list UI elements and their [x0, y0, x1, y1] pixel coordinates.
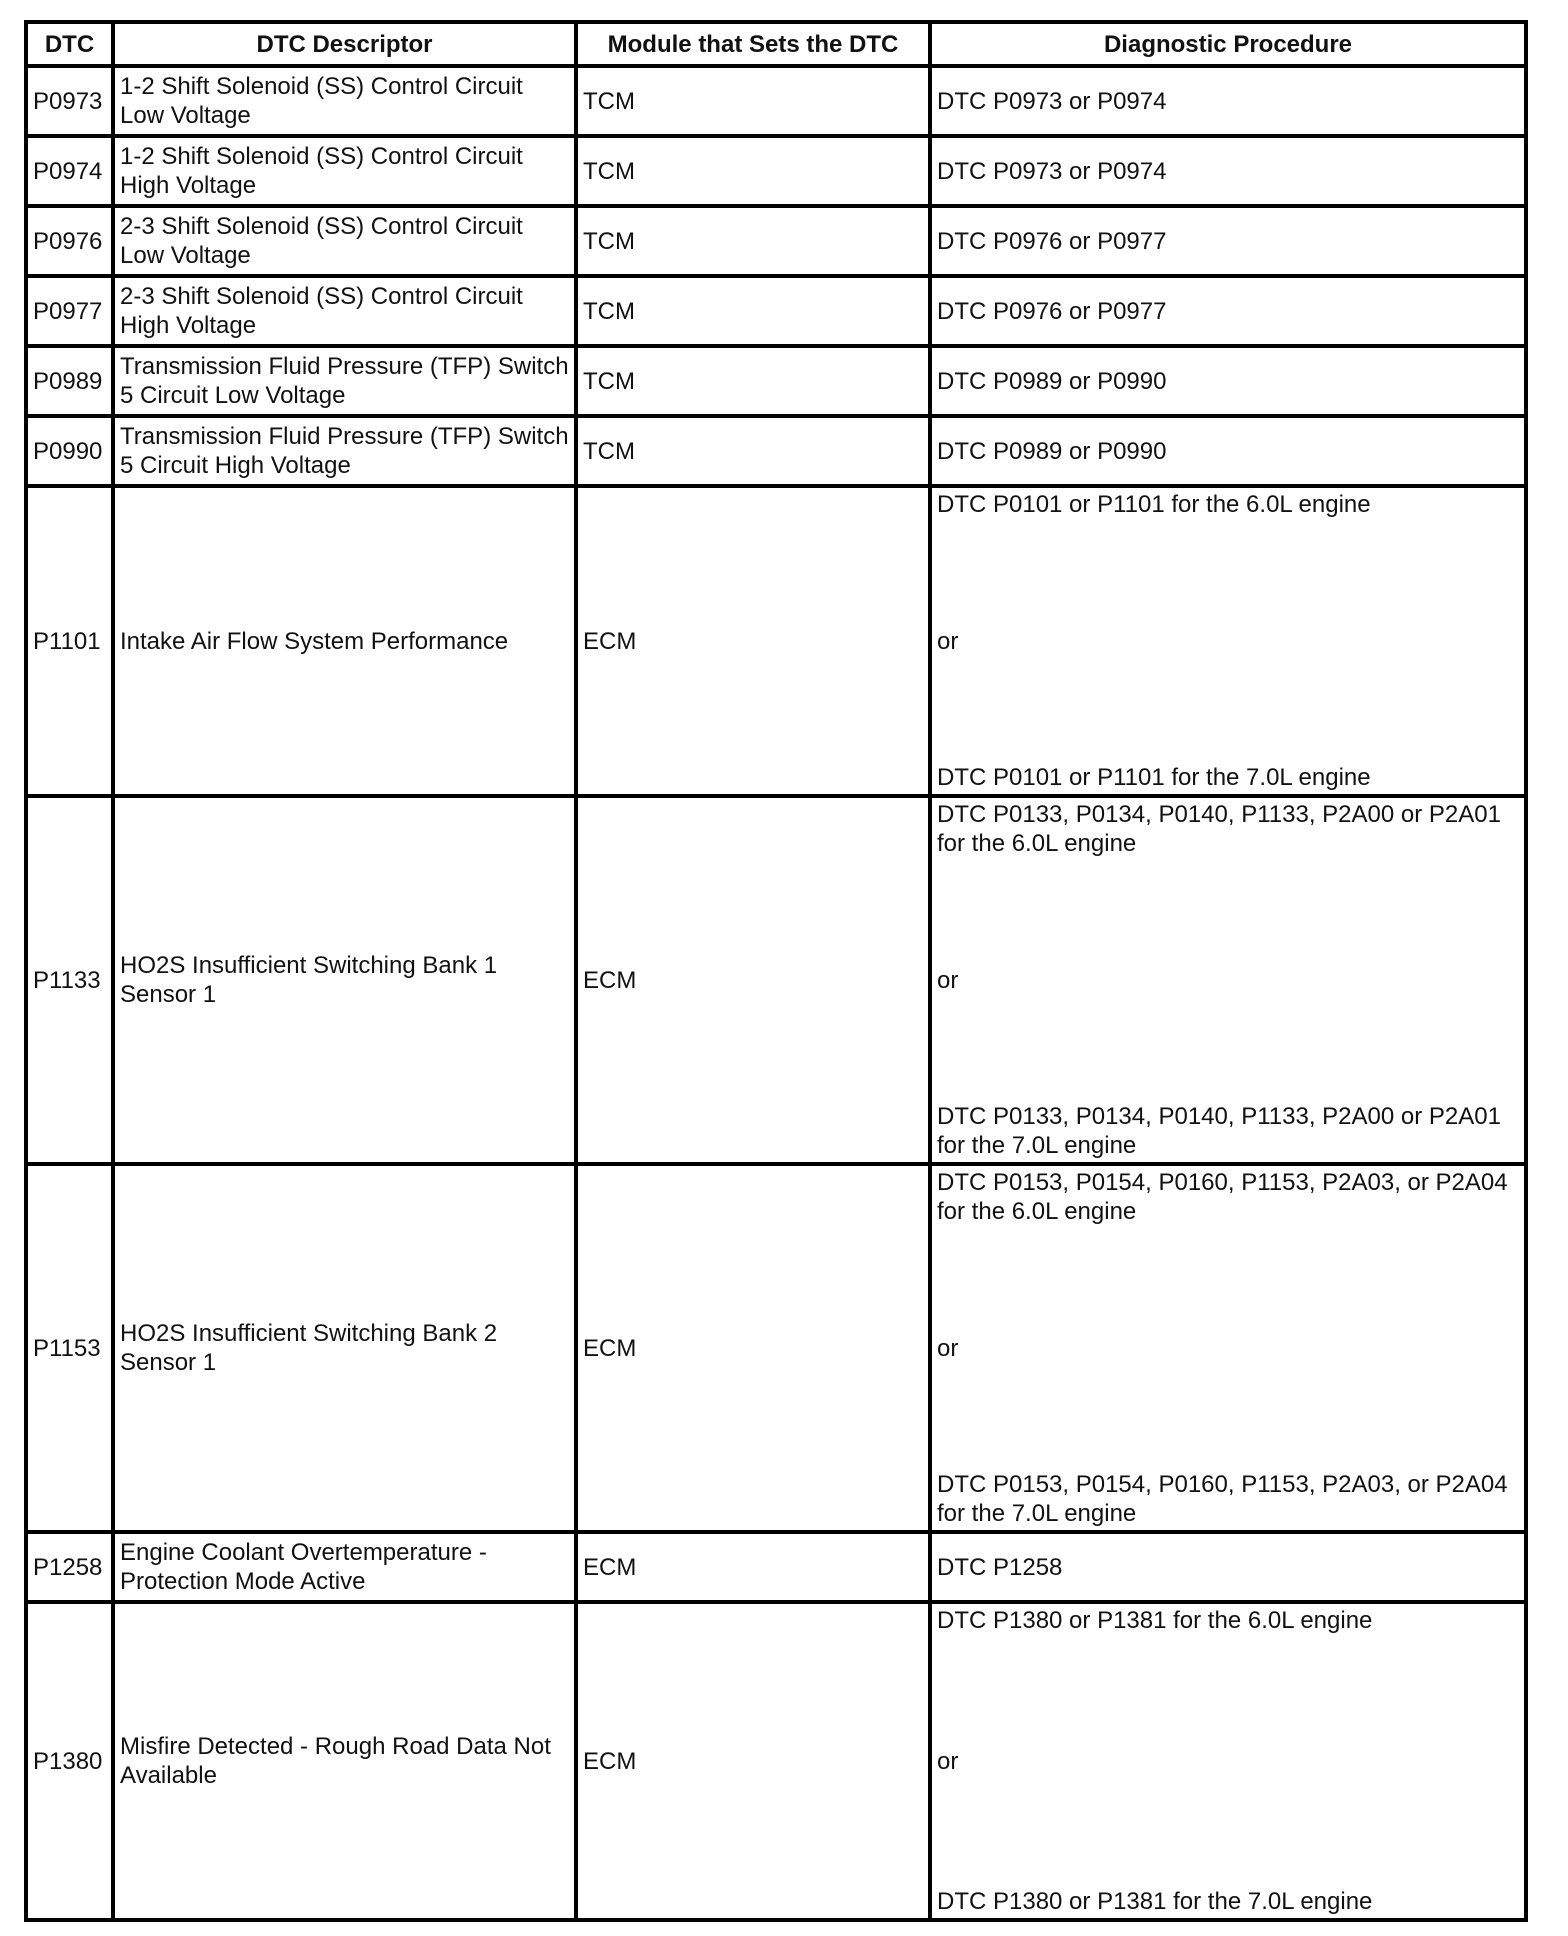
procedure-cell	[928, 414, 1528, 488]
dtc-code-cell: P0976	[24, 204, 115, 278]
procedure-cell	[928, 484, 1528, 798]
header-dtc: DTC	[24, 20, 115, 68]
procedure-cell	[928, 274, 1528, 348]
procedure-line: DTC P0101 or P1101 for the 7.0L engine	[937, 764, 1371, 791]
dtc-descriptor-cell: 1-2 Shift Solenoid (SS) Control Circuit Low Voltage	[111, 64, 578, 138]
dtc-code-cell: P1380	[24, 1600, 115, 1922]
module-cell: ECM	[574, 484, 932, 798]
dtc-code-cell: P1101	[24, 484, 115, 798]
dtc-descriptor-cell: Transmission Fluid Pressure (TFP) Switch 5 Circuit High Voltage	[111, 414, 578, 488]
procedure-line: DTC P0976 or P0977	[937, 227, 1167, 255]
module-cell: TCM	[574, 274, 932, 348]
dtc-code-cell: P0974	[24, 134, 115, 208]
dtc-code-cell: P0989	[24, 344, 115, 418]
module-cell: TCM	[574, 344, 932, 418]
dtc-code-cell: P0990	[24, 414, 115, 488]
procedure-line: DTC P0989 or P0990	[937, 367, 1167, 395]
procedure-cell	[928, 134, 1528, 208]
procedure-cell	[928, 1600, 1528, 1922]
procedure-line: or	[937, 1334, 959, 1362]
dtc-code-cell: P1153	[24, 1162, 115, 1534]
dtc-descriptor-cell: Engine Coolant Overtemperature - Protection Mode Active	[111, 1530, 578, 1604]
module-cell: ECM	[574, 1530, 932, 1604]
procedure-line: DTC P0153, P0154, P0160, P1153, P2A03, or P2A04 for the 6.0L engine	[937, 1169, 1508, 1225]
procedure-cell	[928, 204, 1528, 278]
procedure-line: DTC P0973 or P0974	[937, 87, 1167, 115]
procedure-line: or	[937, 966, 959, 994]
module-cell: TCM	[574, 134, 932, 208]
module-cell: ECM	[574, 1600, 932, 1922]
procedure-cell	[928, 1162, 1528, 1534]
procedure-line: DTC P0153, P0154, P0160, P1153, P2A03, or P2A04 for the 7.0L engine	[937, 1471, 1508, 1527]
module-cell: TCM	[574, 64, 932, 138]
dtc-descriptor-cell: Intake Air Flow System Performance	[111, 484, 578, 798]
procedure-cell	[928, 64, 1528, 138]
header-module: Module that Sets the DTC	[574, 20, 932, 68]
dtc-descriptor-cell: HO2S Insufficient Switching Bank 2 Sensor 1	[111, 1162, 578, 1534]
procedure-line: DTC P1380 or P1381 for the 6.0L engine	[937, 1607, 1373, 1634]
procedure-line: DTC P0973 or P0974	[937, 157, 1167, 185]
module-cell: ECM	[574, 794, 932, 1166]
dtc-code-cell: P1133	[24, 794, 115, 1166]
dtc-descriptor-cell: 1-2 Shift Solenoid (SS) Control Circuit High Voltage	[111, 134, 578, 208]
procedure-line: DTC P0989 or P0990	[937, 437, 1167, 465]
dtc-descriptor-cell: 2-3 Shift Solenoid (SS) Control Circuit Low Voltage	[111, 204, 578, 278]
procedure-line: DTC P0101 or P1101 for the 6.0L engine	[937, 491, 1371, 518]
dtc-descriptor-cell: 2-3 Shift Solenoid (SS) Control Circuit High Voltage	[111, 274, 578, 348]
header-descriptor: DTC Descriptor	[111, 20, 578, 68]
procedure-line: DTC P0976 or P0977	[937, 297, 1167, 325]
module-cell: TCM	[574, 204, 932, 278]
procedure-line: DTC P1380 or P1381 for the 7.0L engine	[937, 1888, 1373, 1915]
dtc-descriptor-cell: Transmission Fluid Pressure (TFP) Switch 5 Circuit Low Voltage	[111, 344, 578, 418]
module-cell: ECM	[574, 1162, 932, 1534]
dtc-code-cell: P0977	[24, 274, 115, 348]
procedure-cell	[928, 344, 1528, 418]
header-procedure: Diagnostic Procedure	[928, 20, 1528, 68]
dtc-descriptor-cell: HO2S Insufficient Switching Bank 1 Sensor 1	[111, 794, 578, 1166]
procedure-line: DTC P0133, P0134, P0140, P1133, P2A00 or P2A01 for the 7.0L engine	[937, 1103, 1501, 1159]
procedure-cell	[928, 794, 1528, 1166]
module-cell: TCM	[574, 414, 932, 488]
procedure-line: DTC P1258	[937, 1553, 1063, 1581]
dtc-code-cell: P1258	[24, 1530, 115, 1604]
procedure-line: or	[937, 627, 959, 655]
procedure-line: DTC P0133, P0134, P0140, P1133, P2A00 or P2A01 for the 6.0L engine	[937, 801, 1501, 857]
procedure-cell	[928, 1530, 1528, 1604]
dtc-descriptor-cell: Misfire Detected - Rough Road Data Not Available	[111, 1600, 578, 1922]
procedure-line: or	[937, 1747, 959, 1775]
dtc-code-cell: P0973	[24, 64, 115, 138]
